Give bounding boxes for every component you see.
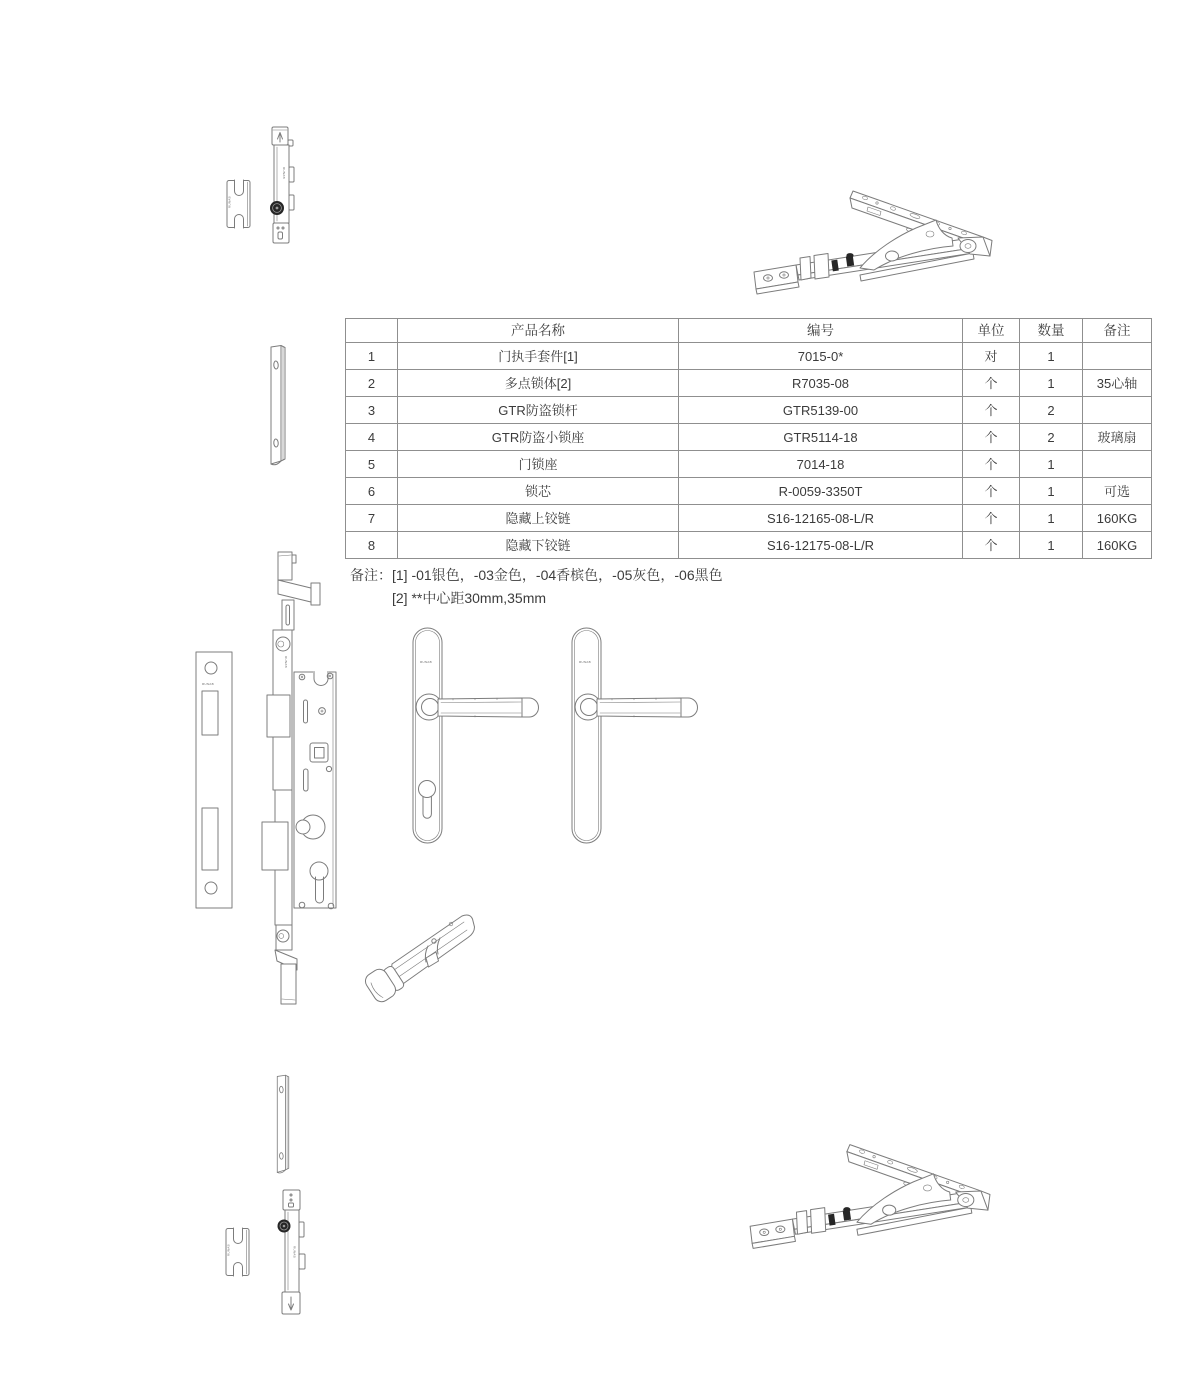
part-unit: 个 — [963, 451, 1020, 478]
col-qty: 数量 — [1020, 319, 1083, 343]
table-row — [346, 505, 1152, 532]
part-code: S16-12165-08-L/R — [679, 505, 963, 532]
part-code: 7014-18 — [679, 451, 963, 478]
part-unit: 个 — [963, 532, 1020, 559]
part-index: 3 — [346, 397, 398, 424]
part-qty: 1 — [1020, 532, 1083, 559]
lever-handle — [575, 694, 698, 720]
keeper-strip-middle-drawing — [265, 344, 291, 466]
part-qty: 2 — [1020, 424, 1083, 451]
footnote-label: 备注： — [350, 567, 392, 583]
parts-table-header — [346, 319, 1152, 343]
part-remark: 玻璃扇 — [1083, 424, 1152, 451]
table-row — [346, 370, 1152, 397]
part-remark: 160KG — [1083, 505, 1152, 532]
lock-face-plate — [294, 671, 336, 909]
part-name: 隐藏下铰链 — [398, 532, 679, 559]
part-name: 隐藏上铰链 — [398, 505, 679, 532]
brand-text: RUNAB — [420, 660, 432, 664]
part-unit: 个 — [963, 424, 1020, 451]
part-name: GTR防盗锁杆 — [398, 397, 679, 424]
part-qty: 1 — [1020, 505, 1083, 532]
part-remark: 可选 — [1083, 478, 1152, 505]
part-name: 多点锁体[2] — [398, 370, 679, 397]
part-code: GTR5139-00 — [679, 397, 963, 424]
part-qty: 1 — [1020, 451, 1083, 478]
door-strike-plate — [196, 652, 232, 908]
part-qty: 1 — [1020, 370, 1083, 397]
part-remark: 35心轴 — [1083, 370, 1152, 397]
table-row — [346, 532, 1152, 559]
part-index: 5 — [346, 451, 398, 478]
part-remark — [1083, 451, 1152, 478]
part-code: 7015-0* — [679, 343, 963, 370]
part-code: R7035-08 — [679, 370, 963, 397]
part-index: 8 — [346, 532, 398, 559]
door-handle-interior-drawing — [563, 620, 698, 850]
part-index: 4 — [346, 424, 398, 451]
transmission-bar-top-drawing — [264, 119, 300, 247]
part-unit: 对 — [963, 343, 1020, 370]
part-unit: 个 — [963, 478, 1020, 505]
part-name: 门锁座 — [398, 451, 679, 478]
col-code: 编号 — [679, 319, 963, 343]
concealed-hinge-bottom-drawing — [736, 1122, 994, 1270]
table-row — [346, 397, 1152, 424]
part-name: 门执手套件[1] — [398, 343, 679, 370]
footnotes — [350, 564, 723, 610]
glass-bracket-top-drawing — [225, 179, 253, 229]
brand-text: RUNAB — [202, 682, 214, 686]
col-name: 产品名称 — [398, 319, 679, 343]
footnote-line: [1] -01银色，-03金色，-04香槟色，-05灰色，-06黑色 — [392, 567, 723, 583]
part-unit: 个 — [963, 505, 1020, 532]
table-row — [346, 424, 1152, 451]
brand-text: RUNAB — [227, 196, 232, 208]
part-qty: 1 — [1020, 478, 1083, 505]
transmission-bar-bottom-drawing — [276, 1188, 306, 1316]
lock-cylinder-drawing — [366, 908, 496, 1008]
part-unit: 个 — [963, 397, 1020, 424]
brand-text: RUNAB — [292, 1246, 297, 1258]
parts-table — [345, 318, 1152, 559]
brand-text: RUNAB — [284, 656, 288, 668]
table-row — [346, 478, 1152, 505]
brand-text: RUNAB — [579, 660, 591, 664]
col-index — [346, 319, 398, 343]
part-qty: 1 — [1020, 343, 1083, 370]
brand-text: RUNAB — [282, 167, 286, 179]
part-remark — [1083, 397, 1152, 424]
footnote-line: [2] **中心距30mm,35mm — [392, 590, 547, 606]
part-index: 6 — [346, 478, 398, 505]
part-qty: 2 — [1020, 397, 1083, 424]
col-unit: 单位 — [963, 319, 1020, 343]
glass-bracket-bottom-drawing — [224, 1226, 252, 1278]
part-name: 锁芯 — [398, 478, 679, 505]
part-code: R-0059-3350T — [679, 478, 963, 505]
part-index: 1 — [346, 343, 398, 370]
part-code: S16-12175-08-L/R — [679, 532, 963, 559]
part-remark: 160KG — [1083, 532, 1152, 559]
door-handle-exterior-drawing — [405, 620, 540, 850]
lever-handle — [416, 694, 539, 720]
col-remark: 备注 — [1083, 319, 1152, 343]
part-code: GTR5114-18 — [679, 424, 963, 451]
concealed-hinge-top-drawing — [740, 176, 996, 308]
keeper-strip-bottom-drawing — [272, 1074, 294, 1174]
table-row — [346, 451, 1152, 478]
table-row — [346, 343, 1152, 370]
part-name: GTR防盗小锁座 — [398, 424, 679, 451]
part-index: 7 — [346, 505, 398, 532]
brand-text: RUNAB — [226, 1244, 231, 1256]
part-remark — [1083, 343, 1152, 370]
part-index: 2 — [346, 370, 398, 397]
part-unit: 个 — [963, 370, 1020, 397]
multipoint-lock-assembly-drawing — [185, 550, 355, 1015]
